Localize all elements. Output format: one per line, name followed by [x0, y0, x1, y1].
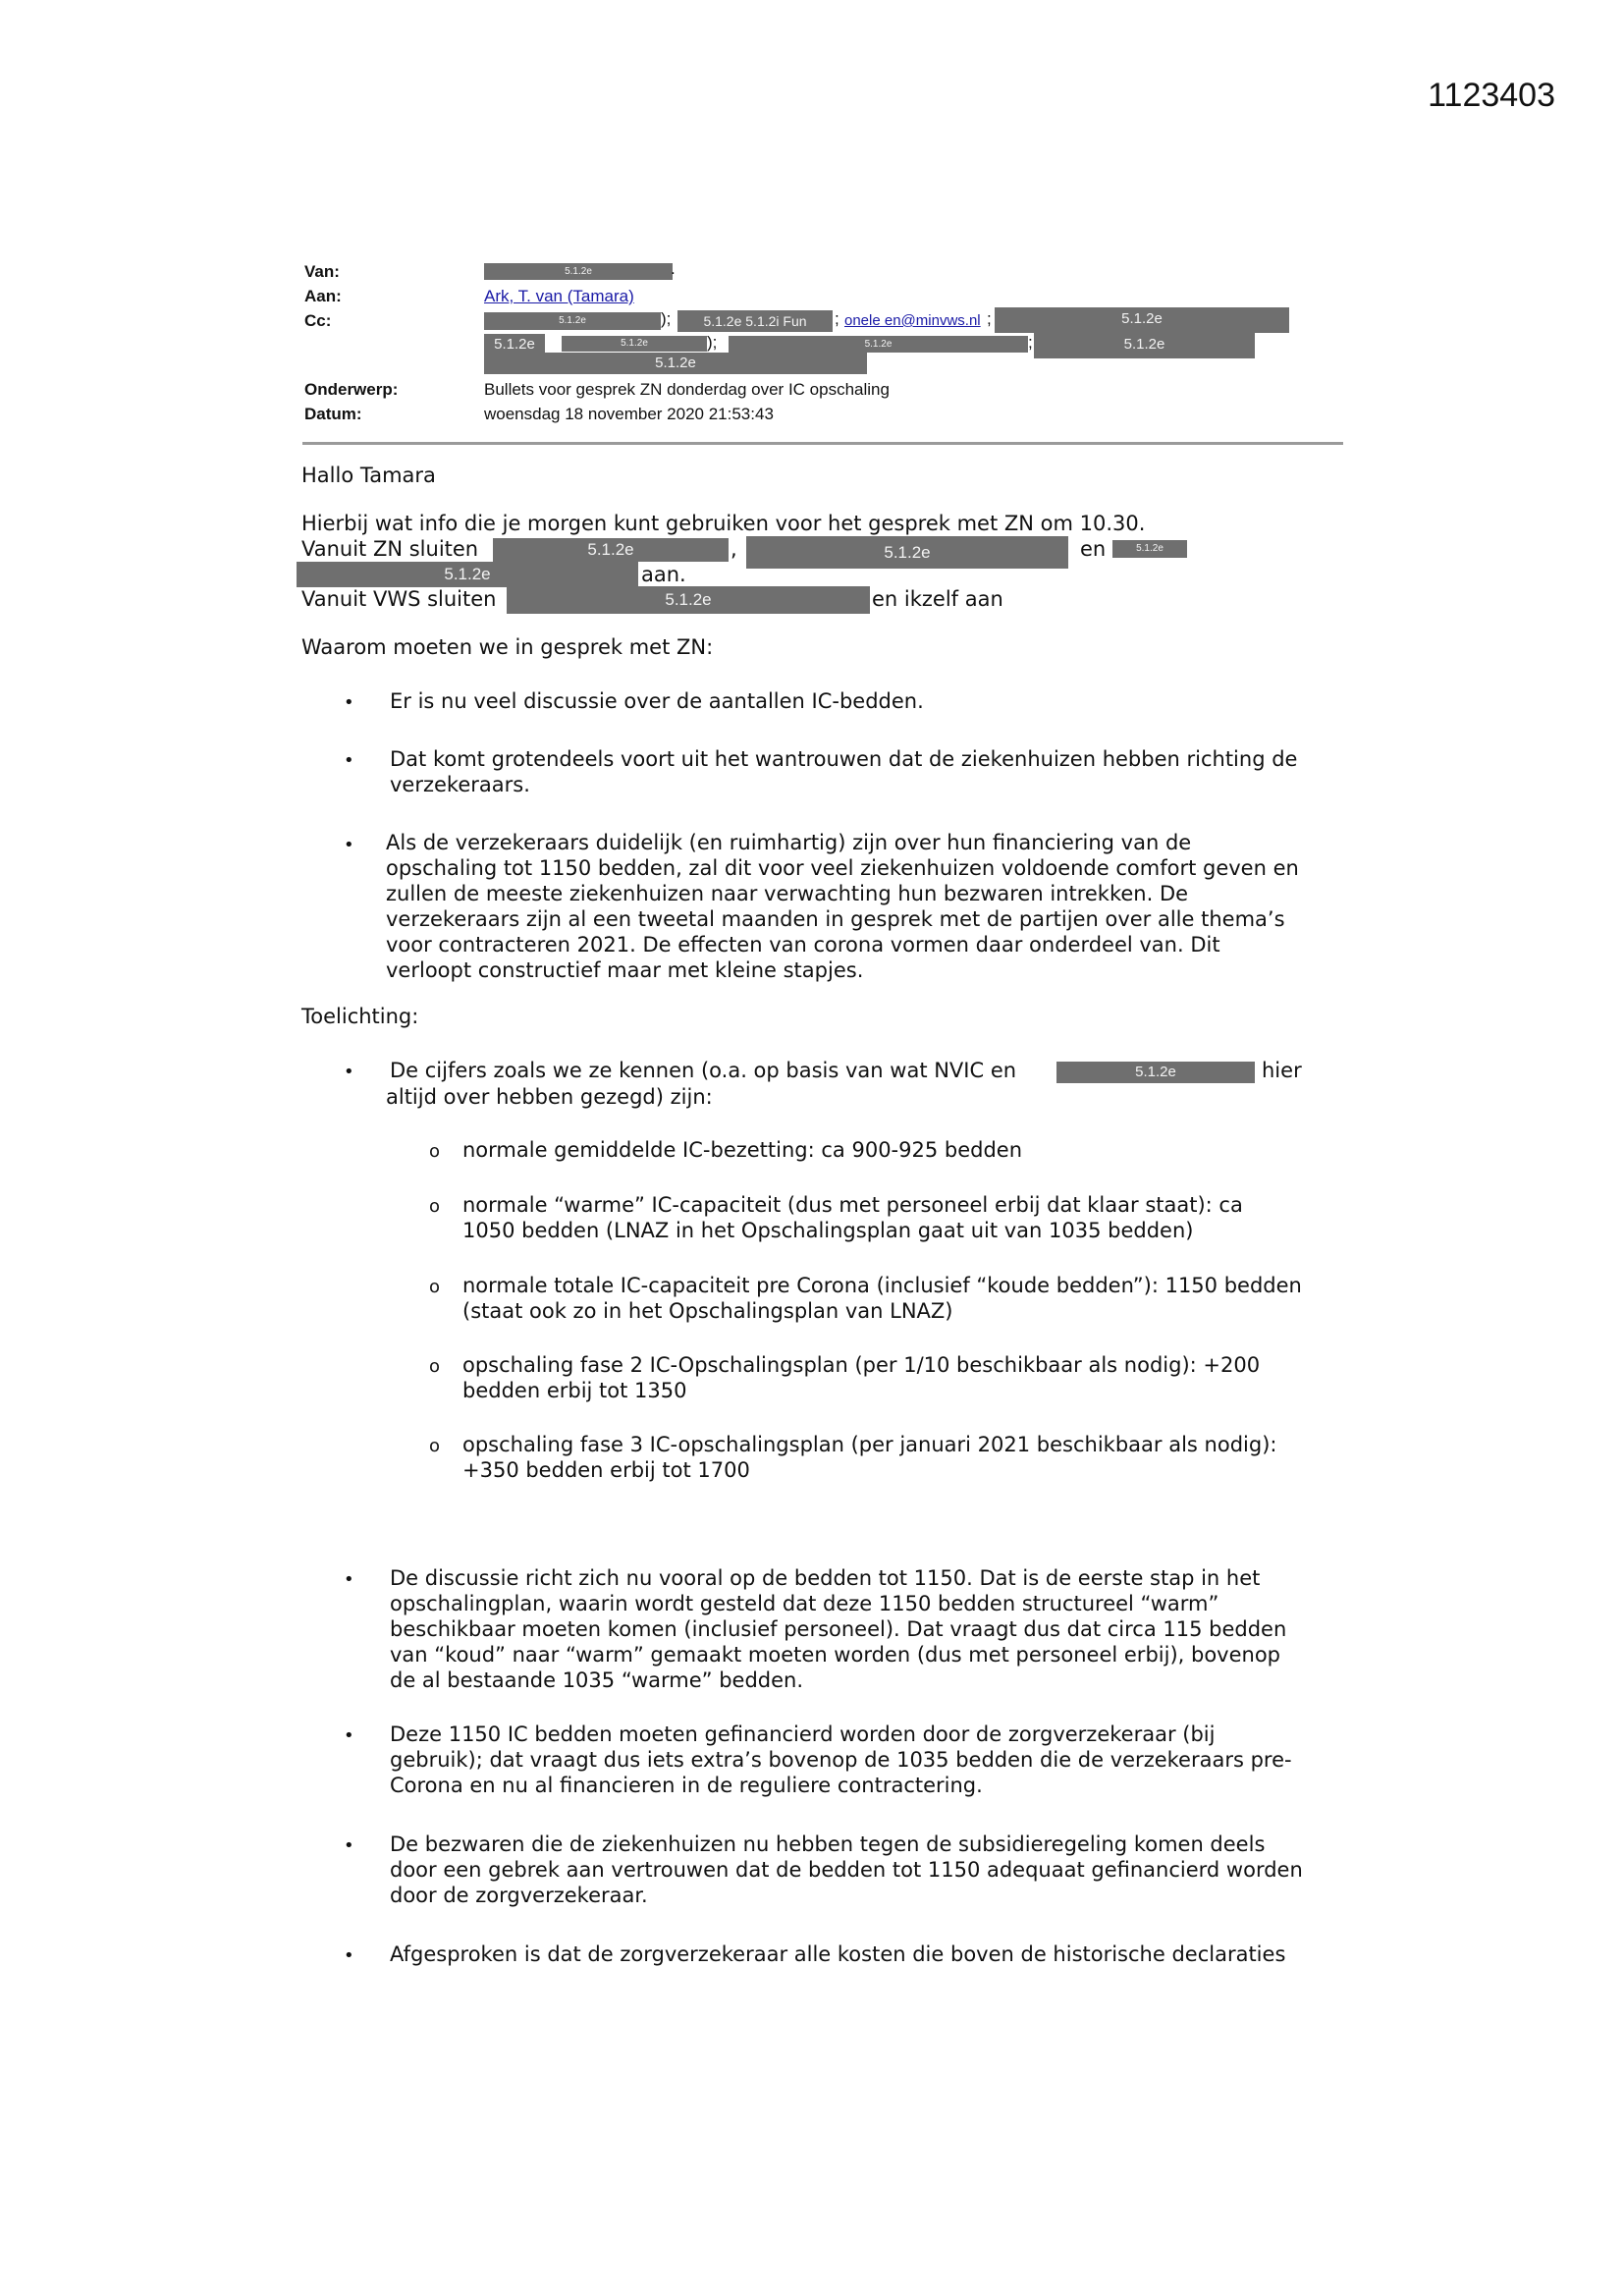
- zn-comma: ,: [731, 537, 737, 561]
- bullet-marker: •: [344, 1569, 354, 1590]
- cc-separator: ;: [987, 309, 992, 328]
- cijfers-text-2: hier: [1262, 1059, 1302, 1082]
- redaction-zn-1: [493, 538, 729, 562]
- onderwerp-label: Onderwerp:: [304, 380, 399, 399]
- redaction-cc-5: 5.1.2e: [562, 336, 707, 352]
- sub-bullet-marker: o: [429, 1141, 441, 1162]
- cijfers-text-1: De cijfers zoals we ze kennen (o.a. op basis van wat NVIC en: [390, 1059, 1017, 1082]
- later-bullet-2: Deze 1150 IC bedden moeten gefinancierd worden door de zorgverzekeraar (bij gebruik); dat vraagt dus iets extra’s bovenop de 1035 bedden die de verzekeraars pre- Corona en nu al financieren in de reguliere contractering.: [390, 1722, 1292, 1797]
- redaction-cijfers: 5.1.2e: [1056, 1062, 1255, 1083]
- redaction-code: 5.1.2e: [884, 543, 931, 562]
- zn-prefix: Vanuit ZN sluiten: [301, 537, 479, 561]
- cc-separator: );: [661, 309, 672, 328]
- van-dot: .: [671, 259, 676, 278]
- aan-recipient-link[interactable]: Ark, T. van (Tamara): [484, 287, 634, 305]
- sub-bullet-marker: o: [429, 1436, 441, 1456]
- redaction-code: 5.1.2e: [444, 565, 491, 583]
- redaction-code: 5.1.2e: [587, 540, 634, 559]
- why-bullet-3: Als de verzekeraars duidelijk (en ruimhartig) zijn over hun financiering van de opschaling tot 1150 bedden, zal dit voor veel ziekenhuizen voldoende comfort geven en zullen de meeste ziekenhuizen naar verwachting hun bezwaren intrekken. De verzekeraars zijn al een tweetal maanden in gesprek met de partijen over alle thema’s voor contracteren 2021. De effecten van corona vormen daar onderdeel van. Dit verloopt constructief maar met kleine stapjes.: [386, 831, 1299, 982]
- redaction-van: 5.1.2e: [484, 263, 673, 280]
- redaction-cc-7: 5.1.2e: [1034, 333, 1255, 358]
- redaction-cc-3: 5.1.2e: [995, 307, 1289, 333]
- later-bullet-1: De discussie richt zich nu vooral op de bedden tot 1150. Dat is de eerste stap in het opschalingplan, waarin wordt gesteld dat deze 1150 bedden structureel “warm” beschikbaar moeten komen (inclusief personeel). Dat vraagt dus dat circa 115 bedden van “koud” naar “warm” gemaakt moeten worden (dus met personeel erbij), bovenop de al bestaande 1035 “warme” bedden.: [390, 1566, 1287, 1692]
- sub-bullet-marker: o: [429, 1277, 441, 1297]
- bullet-marker: •: [344, 1945, 354, 1966]
- redaction-vws: [507, 586, 870, 614]
- cc-separator: );: [707, 333, 718, 352]
- redaction-code: 5.1.2e: [665, 590, 712, 609]
- sub-bullet-2: normale “warme” IC-capaciteit (dus met personeel erbij dat klaar staat): ca 1050 bedden (LNAZ in het Opschalingsplan gaat uit van 1035 bedden): [462, 1193, 1243, 1242]
- cc-email-link[interactable]: onele en@minvws.nl: [844, 312, 981, 329]
- redaction-zn-3: 5.1.2e: [1112, 540, 1187, 558]
- redaction-cc-6: 5.1.2e: [729, 336, 1028, 353]
- date-value: woensdag 18 november 2020 21:53:43: [484, 405, 774, 423]
- redaction-zn-4: [297, 562, 638, 587]
- document-number: 1123403: [1428, 77, 1555, 114]
- bullet-marker: •: [344, 1835, 354, 1856]
- cc-label: Cc:: [304, 311, 332, 330]
- redaction-cc-4: 5.1.2e: [484, 334, 545, 355]
- vws-prefix: Vanuit VWS sluiten: [301, 587, 497, 611]
- bullet-marker: •: [344, 750, 354, 771]
- aan-label: Aan:: [304, 287, 342, 305]
- toelichting-heading: Toelichting:: [301, 1005, 419, 1028]
- why-bullet-2: Dat komt grotendeels voort uit het wantrouwen dat de ziekenhuizen hebben richting de verzekeraars.: [390, 747, 1298, 796]
- greeting: Hallo Tamara: [301, 464, 436, 487]
- bullet-marker: •: [344, 692, 354, 713]
- why-heading: Waarom moeten we in gesprek met ZN:: [301, 635, 714, 659]
- van-label: Van:: [304, 262, 340, 281]
- bullet-marker: •: [344, 1725, 354, 1746]
- header-divider: [302, 442, 1343, 445]
- bullet-marker: •: [344, 1062, 354, 1082]
- redaction-cc-1: 5.1.2e: [484, 312, 661, 330]
- sub-bullet-5: opschaling fase 3 IC-opschalingsplan (per januari 2021 beschikbaar als nodig): +350 bedden erbij tot 1700: [462, 1433, 1277, 1482]
- sub-bullet-marker: o: [429, 1196, 441, 1217]
- cc-separator: ;: [1028, 333, 1033, 352]
- intro-line: Hierbij wat info die je morgen kunt gebruiken voor het gesprek met ZN om 10.30.: [301, 512, 1146, 535]
- cc-separator: ;: [835, 309, 839, 328]
- vws-suffix: en ikzelf aan: [872, 587, 1003, 611]
- subject-value: Bullets voor gesprek ZN donderdag over IC opschaling: [484, 380, 890, 399]
- zn-en: en: [1080, 537, 1107, 561]
- redaction-cc-2: 5.1.2e 5.1.2i Fun: [677, 310, 833, 332]
- later-bullet-4: Afgesproken is dat de zorgverzekeraar alle kosten die boven de historische declaraties: [390, 1942, 1286, 1966]
- redaction-zn-2: [746, 536, 1068, 569]
- bullet-marker: •: [344, 835, 354, 855]
- zn-aan: aan.: [641, 563, 686, 586]
- cijfers-line-2: altijd over hebben gezegd) zijn:: [386, 1085, 713, 1109]
- redaction-cc-8: 5.1.2e: [484, 353, 867, 374]
- sub-bullet-marker: o: [429, 1356, 441, 1377]
- later-bullet-3: De bezwaren die de ziekenhuizen nu hebben tegen de subsidieregeling komen deels door een gebrek aan vertrouwen dat de bedden tot 1150 adequaat gefinancierd worden door de zorgverzekeraar.: [390, 1832, 1303, 1907]
- sub-bullet-1: normale gemiddelde IC-bezetting: ca 900-925 bedden: [462, 1138, 1023, 1162]
- why-bullet-1: Er is nu veel discussie over de aantallen IC-bedden.: [390, 689, 924, 713]
- sub-bullet-4: opschaling fase 2 IC-Opschalingsplan (per 1/10 beschikbaar als nodig): +200 bedden erbij tot 1350: [462, 1353, 1261, 1402]
- datum-label: Datum:: [304, 405, 362, 423]
- sub-bullet-3: normale totale IC-capaciteit pre Corona (inclusief “koude bedden”): 1150 bedden (staat ook zo in het Opschalingsplan van LNAZ): [462, 1274, 1302, 1323]
